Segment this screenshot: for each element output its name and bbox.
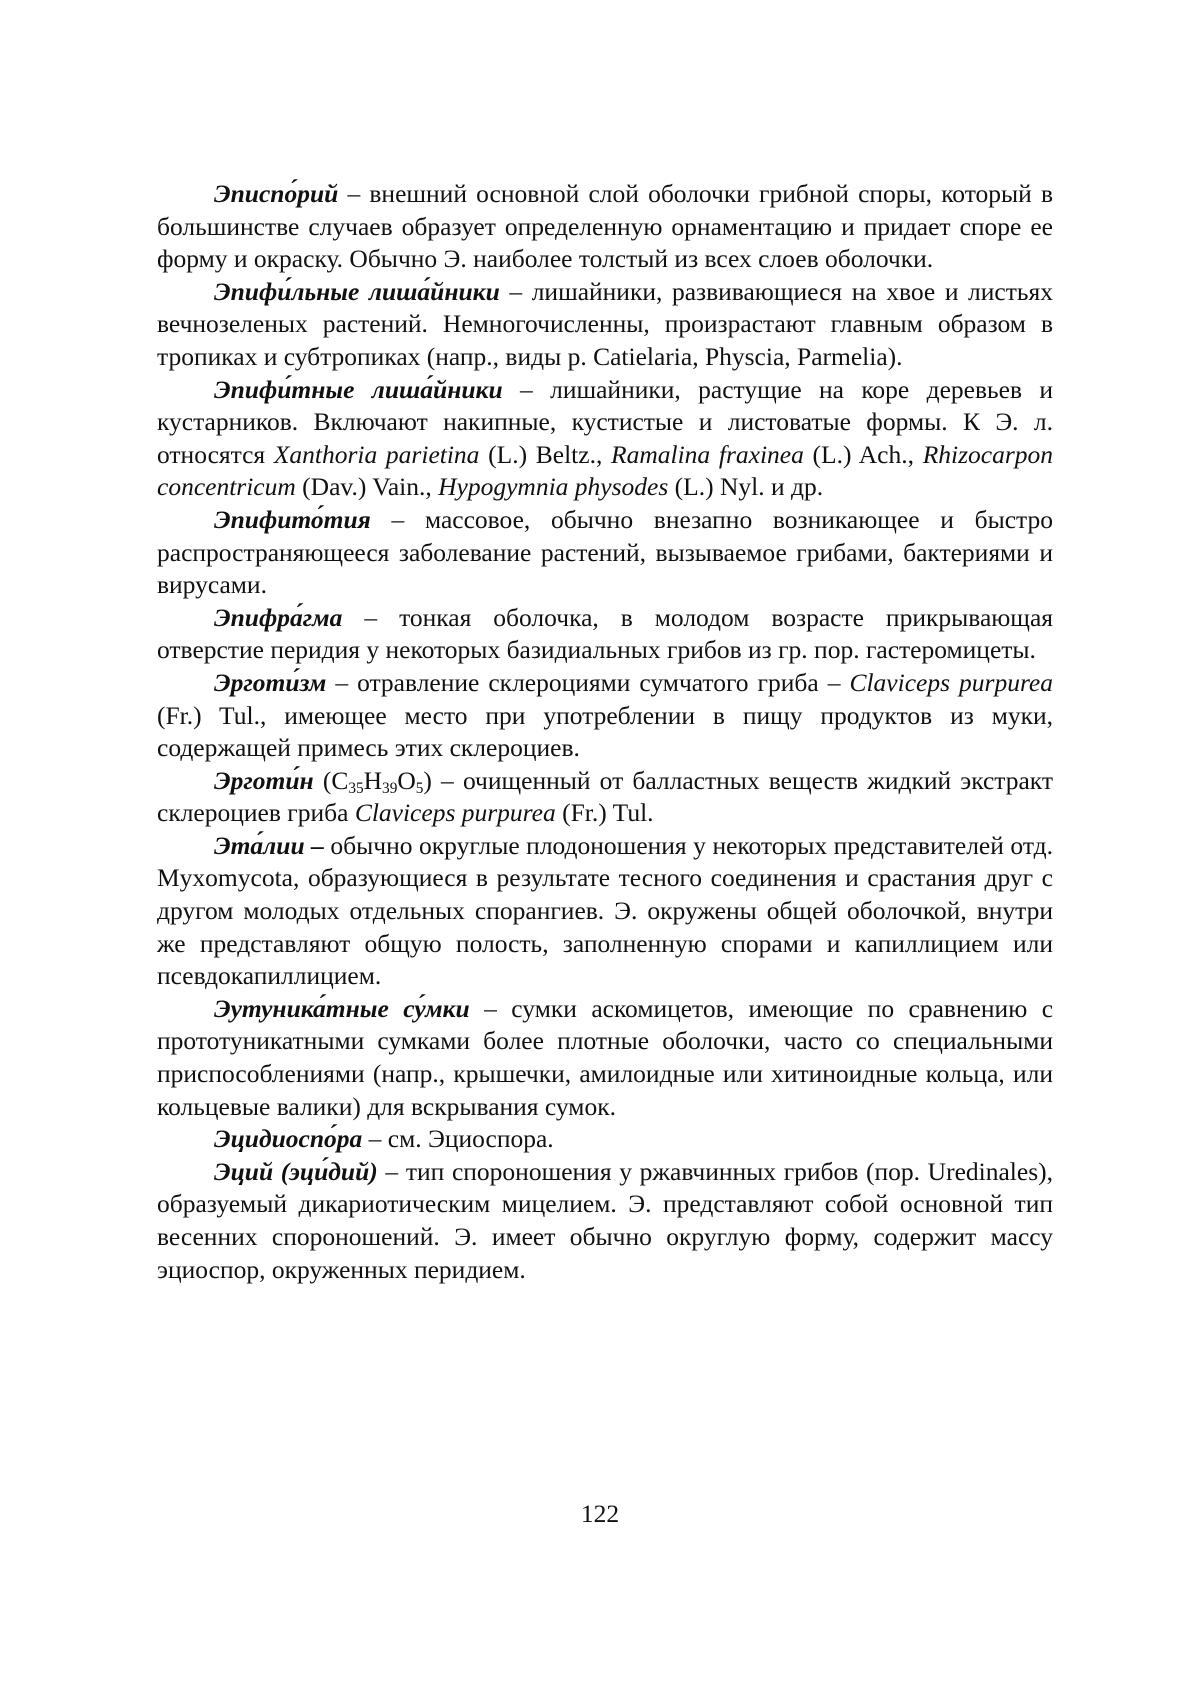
entry-definition: – отравление склероциями сумчатого гриба –	[326, 667, 850, 697]
chemical-formula	[314, 766, 432, 795]
entry-term: Эпифито́тия	[214, 504, 371, 534]
formula-subscript: 5	[415, 779, 424, 797]
entry-term: Эпифи́льные лиша́йники	[214, 276, 500, 306]
entry-etsiy	[157, 1156, 1053, 1286]
entry-definition: – массовое, обычно внезапно возникающее и быстро распространяющееся заболевание растений, вызываемое грибами, бактериями и вирусами.	[157, 504, 1053, 600]
entry-term: Эпифра́гма	[214, 602, 343, 632]
entry-episporiy	[157, 178, 1053, 276]
entry-ergotizm	[157, 667, 1053, 765]
entry-term: Эта́лии –	[214, 830, 324, 860]
entry-term: Эутуника́тные су́мки	[214, 993, 470, 1023]
entry-definition: – лишайники, растущие на коре деревьев и кустарников. Включают накипные, кустистые и листоватые формы. К Э. л. относятся	[157, 374, 1053, 469]
latin-name: Xanthoria parietina	[273, 439, 480, 469]
entry-term: Эрготи́зм	[214, 667, 327, 697]
formula-subscript: 39	[382, 779, 398, 797]
formula-part: O	[397, 765, 416, 795]
entry-term: Эцидиоспо́ра	[214, 1124, 363, 1154]
latin-name: Hypogymnia physodes	[438, 472, 669, 502]
entry-epifilnye-lishayniki	[157, 276, 1053, 374]
entry-term: Эписпо́рий	[214, 179, 339, 208]
entry-eutunikatnye-sumki	[157, 993, 1053, 1123]
entry-etalii	[157, 830, 1053, 993]
entry-term: Эрготи́н	[214, 765, 314, 795]
entry-definition: – лишайники, развивающиеся на хвое и листьях вечнозеленых растений. Немногочисленны, произрастают главным образом в тропиках и субтропиках (напр., виды р. Catielaria, Physcia, Parmelia).	[157, 276, 1053, 371]
formula-part: (C	[313, 765, 349, 795]
entry-definition: – очищенный от балластных веществ жидкий экстракт склероциев гриба	[157, 765, 1053, 828]
formula-part: H	[363, 765, 383, 795]
entry-definition: (Dav.) Vain.,	[295, 472, 439, 502]
page-number: 122	[580, 1499, 620, 1528]
entry-definition: (Fr.) Tul.	[555, 798, 654, 828]
formula-part: )	[423, 765, 432, 795]
entry-epifragma	[157, 602, 1053, 667]
latin-name: Claviceps purpurea	[849, 667, 1053, 697]
entry-etsidiospora	[157, 1123, 1053, 1156]
entry-definition: (L.) Nyl. и др.	[668, 472, 824, 502]
glossary-text	[157, 178, 1053, 1286]
entry-definition: (L.) Ach.,	[803, 439, 923, 469]
entry-definition: обычно округлые плодоношения у некоторых представителей отд. Myxomycota, образующиеся в результате тесного соединения и срастания друг с другом молодых отдельных спорангиев. Э. окружены общей оболочкой, внутри же представляют общую полость, заполненную спорами и капиллицием или псевдокапиллицием.	[157, 830, 1053, 991]
entry-ergotin	[157, 765, 1053, 830]
entry-epifitnye-lishayniki	[157, 374, 1053, 504]
entry-term: Эций (эци́дий)	[214, 1156, 378, 1186]
entry-definition: – см. Эциоспора.	[362, 1124, 554, 1154]
entry-definition: (Fr.) Tul., имеющее место при употреблении в пищу продуктов из муки, содержащей примесь этих склероциев.	[157, 700, 1053, 763]
entry-definition: (L.) Beltz.,	[479, 439, 612, 469]
entry-definition: – сумки аскомицетов, имеющие по сравнению с прототуникатными сумками более плотные оболочки, часто со специальными приспособлениями (напр., крышечки, амилоидные или хитиноидные кольца, или кольцевые валики) для вскрывания сумок.	[157, 993, 1054, 1121]
entry-definition: – тонкая оболочка, в молодом возрасте прикрывающая отверстие перидия у некоторых базидиальных грибов из гр. пор. гастеромицеты.	[157, 602, 1053, 665]
entry-definition: – тип спороношения у ржавчинных грибов (пор. Uredinales), образуемый дикариотическим мицелием. Э. представляют собой основной тип весенних спороношений. Э. имеет обычно округлую форму, содержит массу эциоспор, окруженных перидием.	[157, 1156, 1053, 1284]
entry-term: Эпифи́тные лиша́йники	[214, 374, 503, 404]
entry-definition: – внешний основной слой оболочки грибной споры, который в большинстве случаев образует определенную орнаментацию и придает споре ее форму и окраску. Обычно Э. наиболее толстый из всех слоев оболочки.	[157, 179, 1053, 274]
latin-name: Rhizocarpon concentricum	[157, 439, 1054, 502]
entry-epifitotiya	[157, 504, 1053, 602]
latin-name: Ramalina fraxinea	[611, 439, 804, 469]
formula-subscript: 35	[348, 779, 364, 797]
latin-name: Claviceps purpurea	[354, 798, 556, 828]
